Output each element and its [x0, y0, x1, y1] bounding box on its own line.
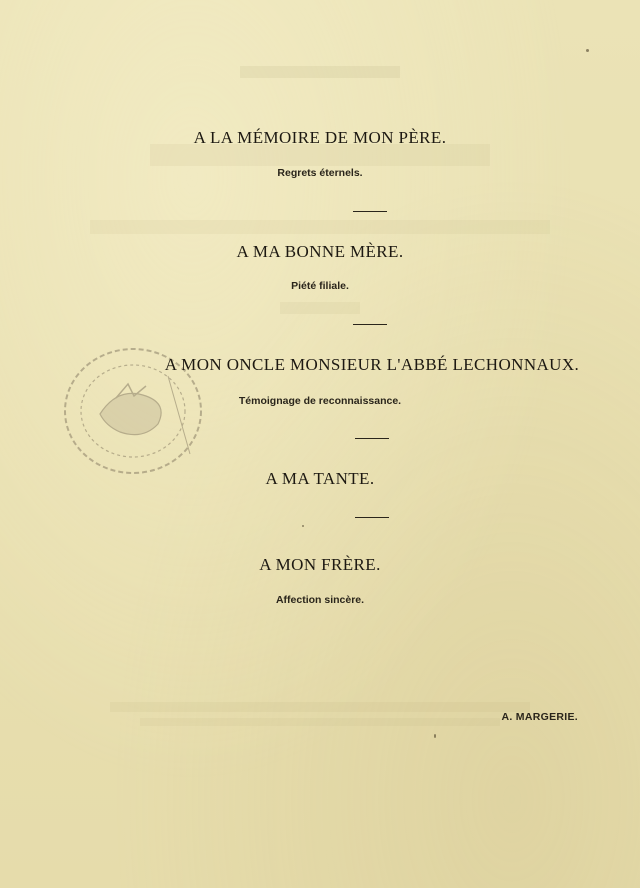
dedication-heading: A LA MÉMOIRE DE MON PÈRE.: [193, 128, 447, 147]
dedication-father-subtitle-row: [0, 167, 640, 179]
bleed-through-mark: [240, 60, 400, 86]
dedication-brother-subtitle-row: [0, 594, 640, 606]
dedication-uncle: [52, 355, 640, 375]
dedication-heading: A MA BONNE MÈRE.: [236, 242, 404, 261]
author-signature: A. MARGERIE.: [501, 711, 578, 723]
dedication-subtitle: Piété filiale.: [291, 280, 349, 292]
dedication-mother-subtitle-row: [0, 280, 640, 292]
dedication-subtitle: Témoignage de reconnaissance.: [238, 395, 402, 407]
divider-rule: [355, 517, 389, 518]
dedication-uncle-subtitle-row: [0, 395, 640, 407]
paper-speck: [302, 525, 304, 527]
divider-rule: [355, 438, 389, 439]
bleed-through-mark-5: [110, 700, 530, 730]
bleed-through-shadow-4: [0, 298, 640, 323]
divider-rule: [353, 211, 387, 212]
dedication-subtitle: Affection sincère.: [275, 594, 365, 606]
dedication-heading: A MA TANTE.: [265, 469, 375, 488]
paper-speck: [586, 49, 589, 52]
bleed-through-shadow-3: [0, 216, 640, 243]
dedication-aunt: [0, 469, 640, 489]
dedication-subtitle: Regrets éternels.: [277, 167, 363, 179]
dedication-father: [0, 128, 640, 148]
divider-rule: [353, 324, 387, 325]
bleed-through-mark-4: [280, 298, 360, 318]
paper-speck: [434, 734, 436, 738]
dedication-mother: [0, 242, 640, 262]
dedication-heading: A MON ONCLE MONSIEUR L'ABBÉ LECHONNAUX.: [164, 355, 580, 374]
dedication-brother: [0, 555, 640, 575]
bleed-through-shadow: [0, 60, 640, 86]
dedication-heading: A MON FRÈRE.: [259, 555, 381, 574]
bleed-through-mark-3: [90, 216, 550, 238]
